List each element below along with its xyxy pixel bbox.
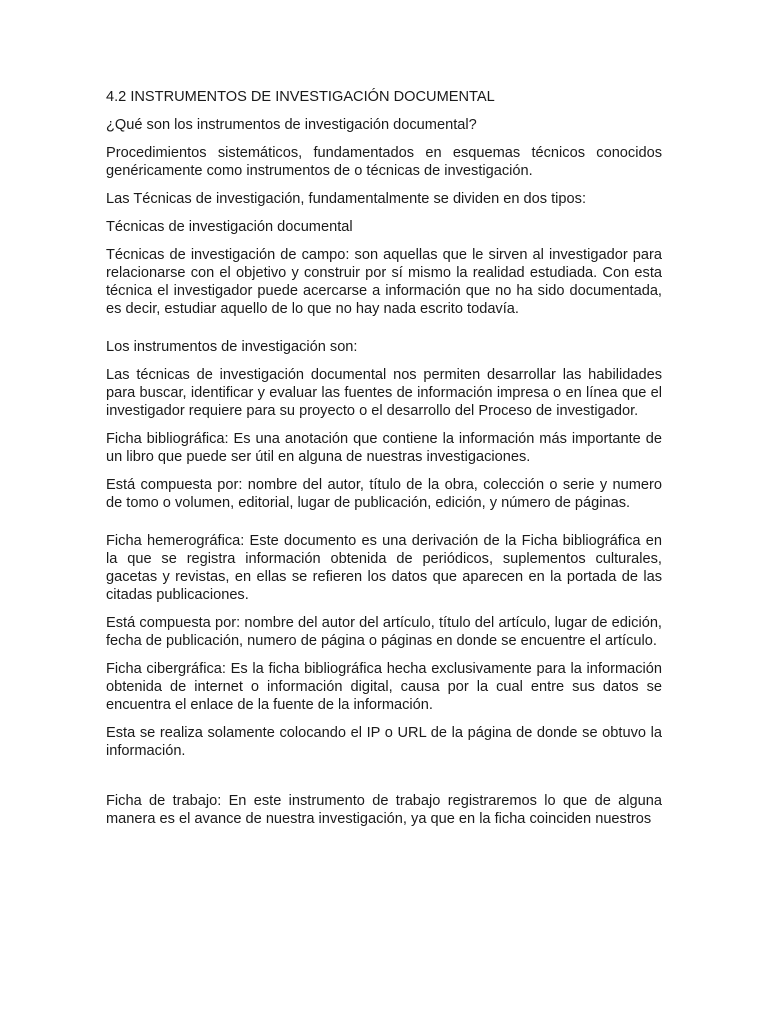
paragraph-instruments-intro: Los instrumentos de investigación son:: [106, 339, 358, 355]
paragraph-question: ¿Qué son los instrumentos de investigación documental?: [106, 117, 477, 133]
paragraph-ficha-bibliografica-contents: Está compuesta por: nombre del autor, título de la obra, colección o serie y numero de tomo o volumen, editorial, lugar de publicación, edición, y número de páginas.: [106, 477, 662, 511]
paragraph-types-intro: Las Técnicas de investigación, fundamentalmente se dividen en dos tipos:: [106, 191, 586, 207]
paragraph-ficha-hemerografica-contents: Está compuesta por: nombre del autor del artículo, título del artículo, lugar de edición, fecha de publicación, numero de página o páginas en donde se encuentre el artículo.: [106, 615, 662, 649]
paragraph-documental-type: Técnicas de investigación documental: [106, 219, 353, 235]
paragraph-ficha-hemerografica: Ficha hemerográfica: Este documento es una derivación de la Ficha bibliográfica en la que se registra información obtenida de periódicos, suplementos culturales, gacetas y revistas, en ellas se refieren los datos que aparecen en la portada de las citadas publicaciones.: [106, 533, 662, 603]
paragraph-documental-techniques: Las técnicas de investigación documental nos permiten desarrollar las habilidades para buscar, identificar y evaluar las fuentes de información impresa o en línea que el investigador requiere para su proyecto o el desarrollo del Proceso de investigador.: [106, 367, 662, 419]
paragraph-ficha-bibliografica: Ficha bibliográfica: Es una anotación que contiene la información más importante de un libro que puede ser útil en alguna de nuestras investigaciones.: [106, 431, 662, 465]
section-heading: 4.2 INSTRUMENTOS DE INVESTIGACIÓN DOCUMENTAL: [106, 89, 495, 105]
document-page: [106, 88, 662, 838]
paragraph-ficha-cibergrafica-url: Esta se realiza solamente colocando el IP o URL de la página de donde se obtuvo la información.: [106, 725, 662, 759]
paragraph-definition: Procedimientos sistemáticos, fundamentados en esquemas técnicos conocidos genéricamente como instrumentos de o técnicas de investigación.: [106, 145, 662, 179]
paragraph-ficha-cibergrafica: Ficha cibergráfica: Es la ficha bibliográfica hecha exclusivamente para la información obtenida de internet o información digital, causa por la cual entre sus datos se encuentra el enlace de la fuente de la información.: [106, 661, 662, 713]
paragraph-ficha-de-trabajo: Ficha de trabajo: En este instrumento de trabajo registraremos lo que de alguna manera es el avance de nuestra investigación, ya que en la ficha coinciden nuestros: [106, 793, 662, 827]
paragraph-field-techniques: Técnicas de investigación de campo: son aquellas que le sirven al investigador para relacionarse con el objetivo y construir por sí mismo la realidad estudiada. Con esta técnica el investigador puede acercarse a información que no ha sido documentada, es decir, estudiar aquello de lo que no hay nada escrito todavía.: [106, 247, 662, 317]
